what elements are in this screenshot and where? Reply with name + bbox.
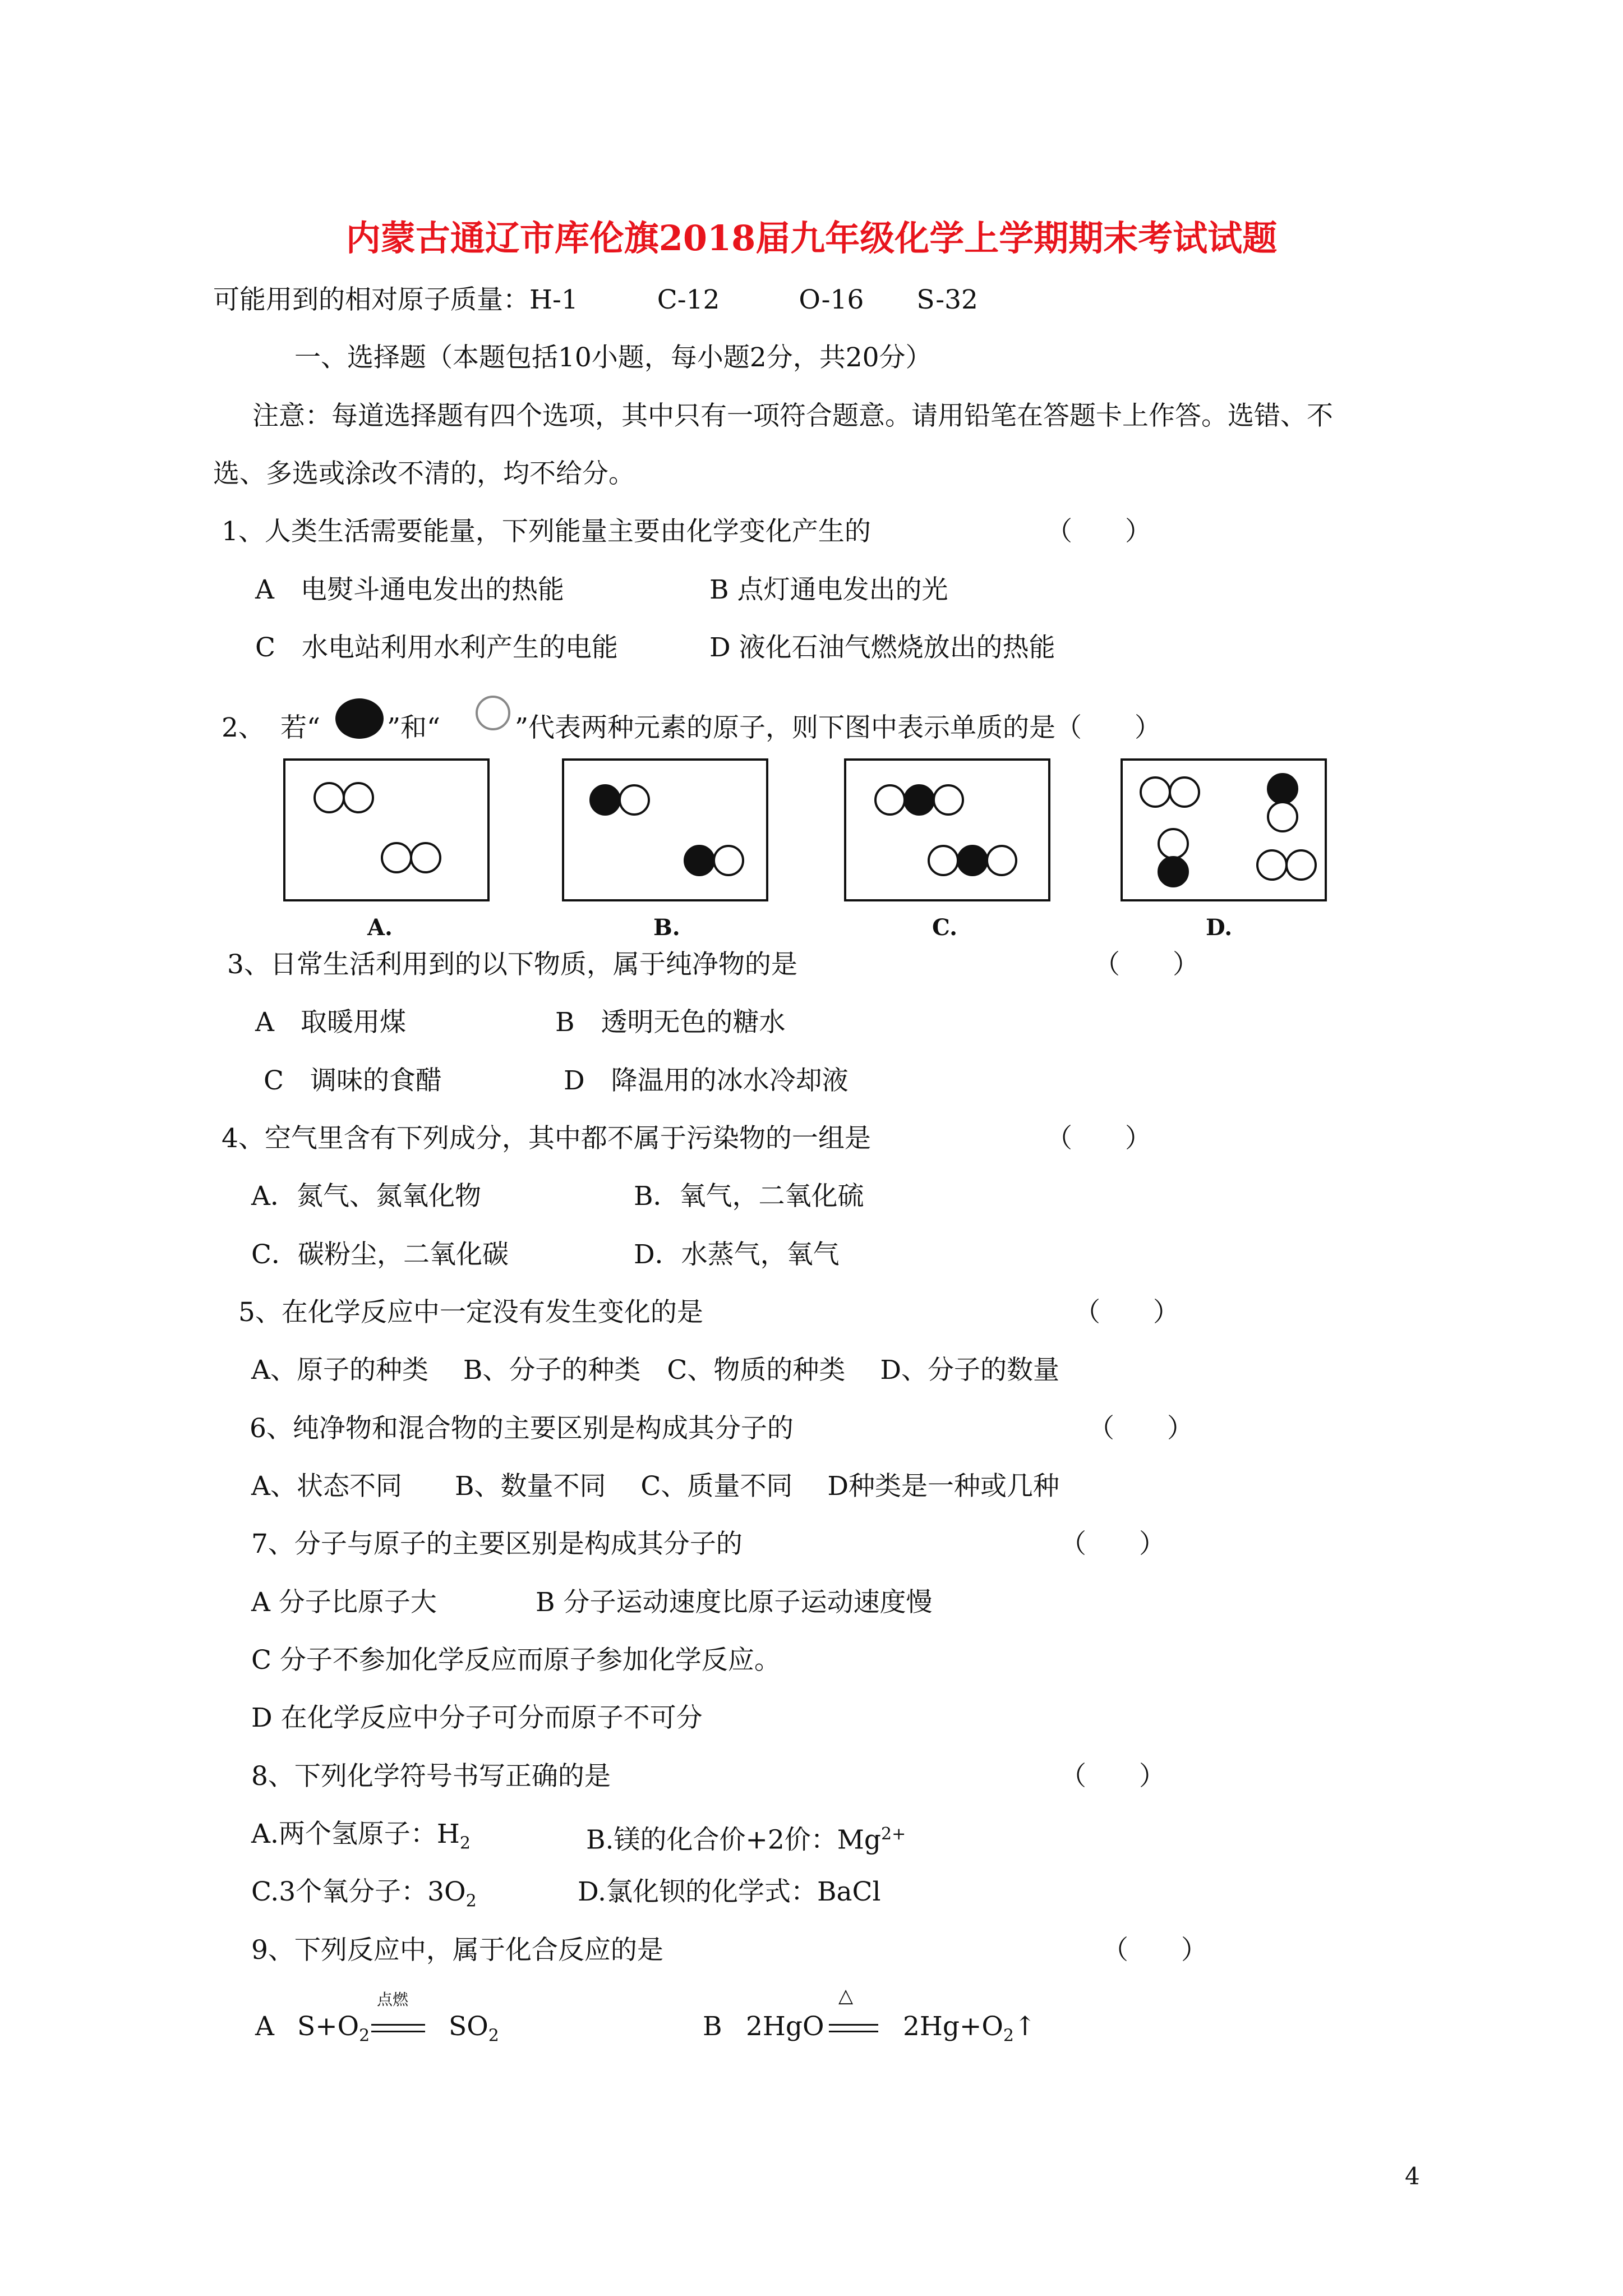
q2-text-2: ”和“ — [387, 712, 441, 743]
hollow-atom — [343, 782, 374, 813]
diagram-box-b — [562, 758, 768, 901]
diagram-label-d: D. — [1206, 914, 1233, 941]
q3-answer-paren: （ ） — [1094, 949, 1199, 980]
hollow-atom — [1256, 849, 1288, 881]
filled-atom — [589, 784, 621, 816]
q7-option-b: B 分子运动速度比原子运动速度慢 — [536, 1587, 933, 1618]
diagram-box-d — [1121, 758, 1327, 901]
q8-stem: 8、下列化学符号书写正确的是 — [251, 1761, 611, 1792]
filled-atom — [957, 845, 988, 876]
q1-option-d: D 液化石油气燃烧放出的热能 — [709, 632, 1055, 663]
q8-option-d: D.氯化钡的化学式：BaCl — [578, 1876, 881, 1907]
q1-answer-paren: （ ） — [1046, 516, 1151, 547]
q7-option-d: D 在化学反应中分子可分而原子不可分 — [251, 1703, 703, 1733]
hollow-atom — [928, 845, 959, 876]
q6-options: A、状态不同 B、数量不同 C、质量不同 D种类是一种或几种 — [251, 1471, 1060, 1502]
q4-stem: 4、空气里含有下列成分，其中都不属于污染物的一组是 — [222, 1123, 871, 1154]
hollow-atom — [986, 845, 1017, 876]
heat-triangle-icon: △ — [838, 1985, 854, 2007]
q5-options: A、原子的种类 B、分子的种类 C、物质的种类 D、分子的数量 — [251, 1355, 1060, 1386]
diagram-label-a: A. — [367, 914, 393, 941]
q9-option-a-products: $SO_2$ — [449, 2011, 499, 2046]
q5-answer-paren: （ ） — [1074, 1297, 1179, 1328]
diagram-box-c — [844, 758, 1050, 901]
hollow-atom — [874, 784, 906, 816]
q9-option-a-condition: 点燃 — [377, 1990, 409, 2009]
q7-option-a: A 分子比原子大 — [251, 1587, 437, 1618]
up-arrow-icon: ↑ — [1013, 2011, 1036, 2042]
filled-atom — [684, 845, 715, 876]
q2-number: 2、 — [222, 712, 265, 743]
q7-answer-paren: （ ） — [1060, 1529, 1165, 1559]
q7-option-c: C 分子不参加化学反应而原子参加化学反应。 — [251, 1645, 781, 1676]
section-heading: 一、选择题（本题包括10小题，每小题2分，共20分） — [294, 342, 932, 373]
q2-text-3: ”代表两种元素的原子，则下图中表示单质的是（ ） — [515, 712, 1161, 743]
q8-option-c: C.3个氧分子：$3O_2$ — [251, 1876, 477, 1911]
q9-stem: 9、下列反应中，属于化合反应的是 — [251, 1935, 663, 1966]
q6-answer-paren: （ ） — [1088, 1413, 1193, 1444]
hollow-atom — [933, 784, 964, 816]
q7-stem: 7、分子与原子的主要区别是构成其分子的 — [251, 1529, 743, 1559]
q8-answer-paren: （ ） — [1060, 1761, 1165, 1792]
q1-option-a: A 电熨斗通电发出的热能 — [255, 574, 564, 605]
filled-atom — [903, 784, 935, 816]
filled-atom — [1158, 856, 1189, 887]
q1-option-c: C 水电站利用水利产生的电能 — [255, 632, 618, 663]
q8-option-a: A.两个氢原子：$H_2$ — [251, 1819, 471, 1853]
hollow-atom — [713, 845, 744, 876]
q6-stem: 6、纯净物和混合物的主要区别是构成其分子的 — [250, 1413, 794, 1444]
q2-text-1: 若“ — [280, 712, 321, 743]
page-number: 4 — [1405, 2162, 1420, 2190]
q3-stem: 3、日常生活利用到的以下物质，属于纯净物的是 — [227, 949, 797, 980]
q9-option-b-reactants: 2HgO — [746, 2011, 824, 2042]
hollow-atom — [1158, 828, 1189, 859]
hollow-atom — [1267, 801, 1298, 832]
q3-option-a: A 取暖用煤 — [255, 1007, 406, 1038]
equals-line-top — [829, 2024, 878, 2026]
q5-stem: 5、在化学反应中一定没有发生变化的是 — [238, 1297, 703, 1328]
q4-answer-paren: （ ） — [1046, 1123, 1151, 1154]
q3-option-c: C 调味的食醋 — [264, 1065, 442, 1096]
hollow-atom — [381, 842, 412, 873]
q4-option-d: D．水蒸气，氧气 — [634, 1239, 840, 1270]
equals-line-top — [371, 2024, 425, 2026]
hollow-atom-icon — [476, 696, 510, 730]
equals-line-bottom — [829, 2031, 878, 2032]
q9-option-b-label: B — [703, 2011, 722, 2042]
q3-option-d: D 降温用的冰水冷却液 — [564, 1065, 849, 1096]
q9-option-a-reactants: $S+O_2$ — [297, 2011, 370, 2046]
filled-atom — [1267, 773, 1298, 804]
hollow-atom — [1169, 776, 1200, 808]
hollow-atom — [619, 784, 650, 816]
diagram-label-b: B. — [653, 914, 680, 941]
hollow-atom — [1285, 849, 1317, 881]
filled-atom-icon — [335, 698, 384, 739]
q9-option-b-products: $2Hg+O_2↑$ — [903, 2011, 1036, 2046]
q4-option-b: B．氧气，二氧化硫 — [634, 1181, 864, 1212]
q8-option-b: B.镁的化合价+2价：$Mg^{2+}$ — [586, 1824, 906, 1856]
q1-stem: 1、人类生活需要能量，下列能量主要由化学变化产生的 — [222, 516, 871, 547]
notice-line-2: 选、多选或涂改不清的，均不给分。 — [213, 458, 635, 489]
q9-option-a-label: A — [255, 2011, 274, 2042]
hollow-atom — [1140, 776, 1171, 808]
equals-line-bottom — [371, 2031, 425, 2032]
q1-option-b: B 点灯通电发出的光 — [709, 574, 948, 605]
diagram-label-c: C. — [932, 914, 958, 941]
page-title: 内蒙古通辽市库伦旗2018届九年级化学上学期期末考试试题 — [345, 218, 1278, 259]
q9-answer-paren: （ ） — [1102, 1935, 1207, 1966]
notice-line-1: 注意：每道选择题有四个选项，其中只有一项符合题意。请用铅笔在答题卡上作答。选错、不 — [252, 401, 1333, 431]
atomic-masses: 可能用到的相对原子质量：H-1 C-12 O-16 S-32 — [213, 284, 978, 315]
diagram-box-a — [283, 758, 490, 901]
q4-option-c: C．碳粉尘，二氧化碳 — [251, 1239, 509, 1270]
q3-option-b: B 透明无色的糖水 — [555, 1007, 786, 1038]
hollow-atom — [410, 842, 441, 873]
hollow-atom — [313, 782, 345, 813]
q4-option-a: A．氮气、氮氧化物 — [251, 1181, 481, 1212]
